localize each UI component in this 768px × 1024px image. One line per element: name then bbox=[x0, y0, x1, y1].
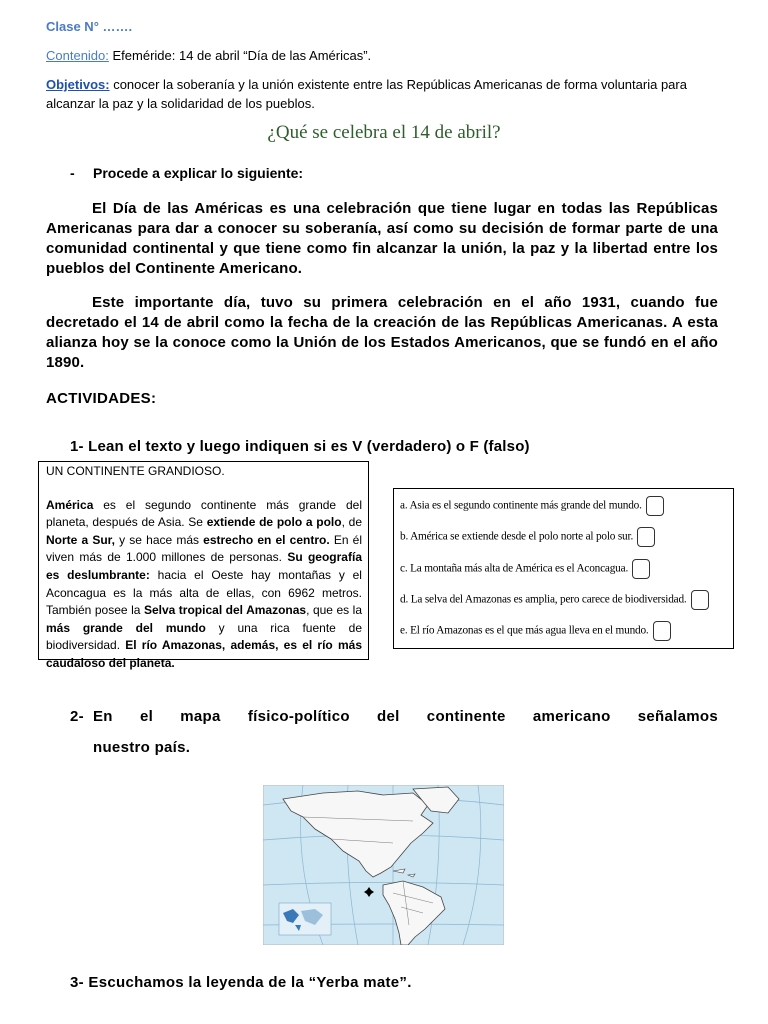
reading-segment: El río Amazonas, además, es el río más caudaloso del planeta. bbox=[46, 638, 362, 670]
contenido-line bbox=[46, 46, 371, 65]
question-a-text: a. Asia es el segundo continente más grande del mundo. bbox=[400, 499, 642, 512]
answer-box-e[interactable] bbox=[653, 621, 671, 641]
activity-2-instruction bbox=[70, 708, 718, 756]
question-d bbox=[400, 590, 709, 610]
question-a bbox=[400, 496, 664, 516]
paragraph-2: Este importante día, tuvo su primera celebración en el año 1931, cuando fue decretado el 14 de abril como la fecha de la creación de las Repúblicas Americanas. A esta alianza hoy se la conoce como la Unión de los Estados Americanos, que se fundó en el año 1890. bbox=[46, 294, 718, 371]
reading-segment: Selva tropical del Amazonas bbox=[143, 603, 307, 618]
americas-map-image bbox=[263, 785, 504, 945]
reading-segment: Su geografía es deslumbrante: bbox=[46, 550, 362, 582]
question-c bbox=[400, 559, 650, 579]
true-false-box bbox=[393, 488, 734, 649]
question-e-text: e. El río Amazonas es el que más agua lleva en el mundo. bbox=[400, 624, 649, 637]
contenido-label: Contenido: bbox=[46, 48, 109, 63]
activity-3-instruction: 3- Escuchamos la leyenda de la “Yerba mate”. bbox=[70, 974, 412, 991]
answer-box-d[interactable] bbox=[691, 590, 709, 610]
answer-box-b[interactable] bbox=[637, 527, 655, 547]
answer-box-c[interactable] bbox=[632, 559, 650, 579]
reading-box-body bbox=[46, 497, 362, 673]
reading-segment: y se hace más bbox=[115, 532, 204, 547]
instruction-line bbox=[70, 165, 304, 181]
reading-segment: estrecho en el centro. bbox=[203, 532, 330, 547]
reading-segment: extiende de polo a polo bbox=[206, 515, 342, 530]
objetivos-text: conocer la soberanía y la unión existente entre las Repúblicas Americanas de forma voluntaria para alcanzar la paz y la solidaridad de los pueblos. bbox=[46, 77, 687, 111]
question-c-text: c. La montaña más alta de América es el Aconcagua. bbox=[400, 562, 629, 575]
reading-segment: más grande del mundo bbox=[46, 620, 206, 635]
reading-segment: Norte a Sur, bbox=[46, 532, 115, 547]
reading-segment: y una rica fuente de biodiversidad. bbox=[46, 620, 362, 653]
paragraph-1: El Día de las Américas es una celebración que tiene lugar en todas las Repúblicas Americanas para dar a conocer su soberanía, así como su decisión de formar parte de una comunidad continental y que tiene como fin alcanzar la unión, la paz y la libertad entre los pueblos del Continente Americano. bbox=[46, 200, 718, 277]
page-title: ¿Qué se celebra el 14 de abril? bbox=[267, 122, 501, 143]
instruction-dash: - bbox=[70, 165, 75, 181]
question-b bbox=[400, 527, 655, 547]
reading-segment: En él viven más de 1.000 millones de personas. bbox=[46, 532, 363, 565]
reading-segment: , que es la bbox=[306, 603, 362, 618]
americas-map[interactable] bbox=[263, 785, 504, 945]
activities-heading: ACTIVIDADES: bbox=[46, 390, 157, 407]
class-number-line bbox=[46, 17, 132, 36]
reading-box-title: UN CONTINENTE GRANDIOSO. bbox=[46, 464, 225, 478]
clase-label: Clase N° ……. bbox=[46, 19, 133, 34]
objetivos-label: Objetivos: bbox=[46, 77, 110, 92]
reading-segment: , de bbox=[341, 515, 362, 530]
contenido-text: Efeméride: 14 de abril “Día de las Américas”. bbox=[108, 48, 372, 63]
question-b-text: b. América se extiende desde el polo norte al polo sur. bbox=[400, 530, 634, 543]
objetivos-line bbox=[46, 75, 718, 113]
question-d-text: d. La selva del Amazonas es amplia, pero carece de biodiversidad. bbox=[400, 593, 687, 606]
activity-2-line-2: nuestro país. bbox=[93, 739, 191, 756]
reading-segment: es el segundo continente más grande del planeta, después de Asia. Se bbox=[46, 497, 362, 530]
activity-2-line-1: En el mapa físico-político del continente americano señalamos bbox=[93, 708, 718, 725]
question-e bbox=[400, 621, 671, 641]
activity-2-number: 2- bbox=[70, 708, 84, 725]
reading-box bbox=[38, 461, 369, 670]
reading-segment: América bbox=[46, 497, 94, 512]
instruction-text: Procede a explicar lo siguiente: bbox=[93, 165, 304, 181]
activity-1-instruction: 1- Lean el texto y luego indiquen si es V (verdadero) o F (falso) bbox=[70, 438, 530, 455]
reading-segment: hacia el Oeste hay montañas y el Aconcagua es la más alta de ellas, con 6962 metros. También posee la bbox=[46, 567, 362, 618]
answer-box-a[interactable] bbox=[646, 496, 664, 516]
